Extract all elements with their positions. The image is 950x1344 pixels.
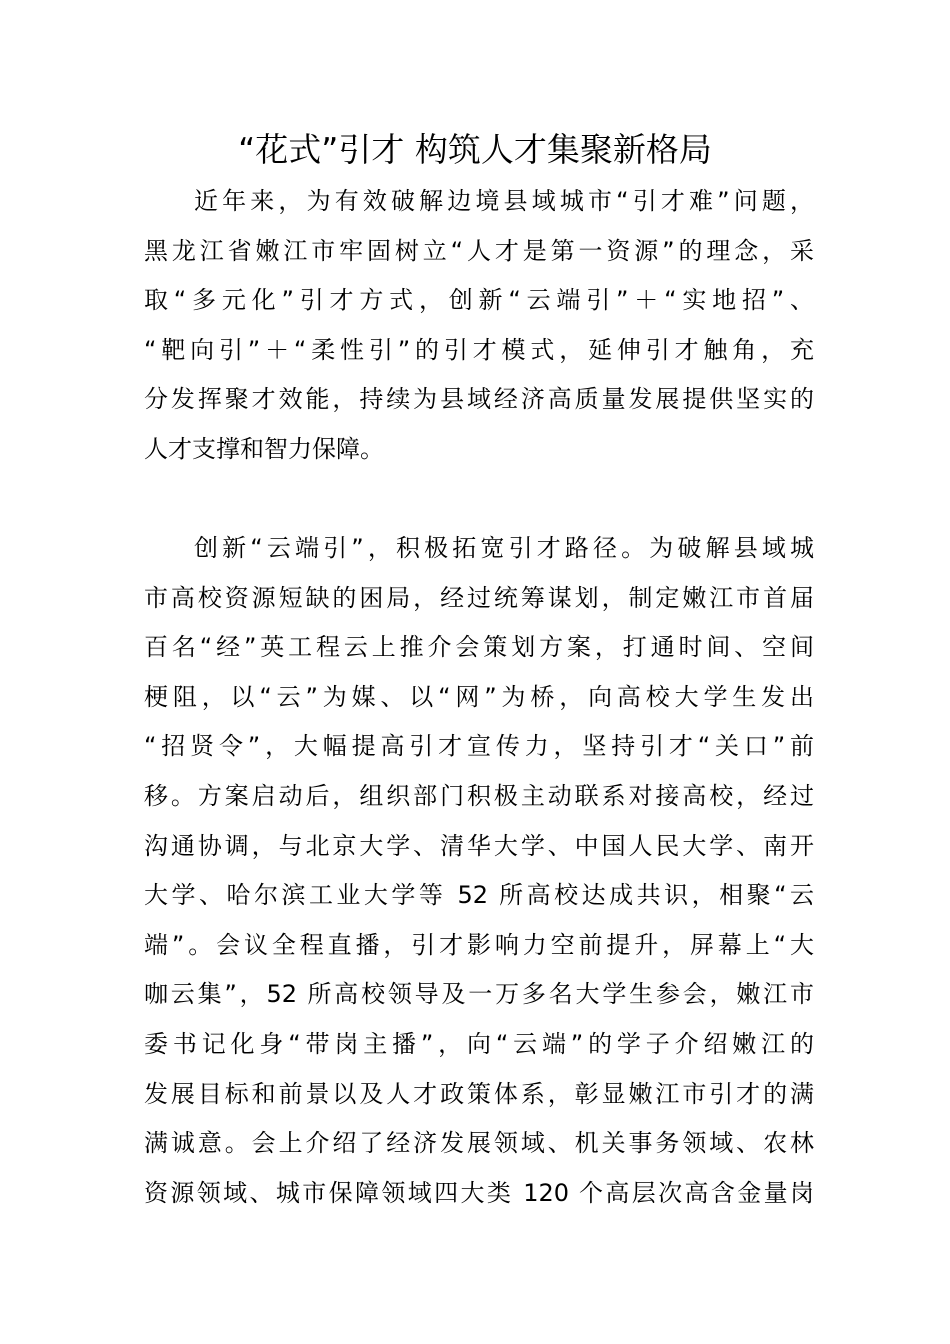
text-line: 资源领域、城市保障领域四大类 120 个高层次高含金量岗 xyxy=(144,1178,814,1207)
text-line: 人才支撑和智力保障。 xyxy=(144,434,384,463)
paragraph-cloud-recruitment xyxy=(144,524,814,1218)
text-line: 大学、哈尔滨工业大学等 52 所高校达成共识，相聚“云 xyxy=(144,881,814,910)
text-line: 发展目标和前景以及人才政策体系，彰显嫩江市引才的满 xyxy=(144,1079,814,1108)
text-line: 沟通协调，与北京大学、清华大学、中国人民大学、南开 xyxy=(144,831,814,860)
text-line: 市高校资源短缺的困局，经过统筹谋划，制定嫩江市首届 xyxy=(144,583,814,612)
text-line: 近年来，为有效破解边境县域城市“引才难”问题， xyxy=(194,187,814,215)
text-line: 满诚意。会上介绍了经济发展领域、机关事务领域、农林 xyxy=(144,1129,814,1158)
text-line: 委书记化身“带岗主播”，向“云端”的学子介绍嫩江的 xyxy=(144,1029,814,1058)
text-line: 梗阻，以“云”为媒、以“网”为桥，向高校大学生发出 xyxy=(144,682,814,711)
paragraph-intro xyxy=(144,177,814,475)
text-line: 咖云集”，52 所高校领导及一万多名大学生参会，嫩江市 xyxy=(144,980,814,1009)
text-line: 移。方案启动后，组织部门积极主动联系对接高校，经过 xyxy=(144,781,814,810)
document-title: “花式”引才 构筑人才集聚新格局 xyxy=(238,130,712,169)
text-line: “靶向引”＋“柔性引”的引才模式，延伸引才触角，充 xyxy=(144,335,814,364)
text-line: 分发挥聚才效能，持续为县域经济高质量发展提供坚实的 xyxy=(144,385,814,414)
text-line: 取“多元化”引才方式，创新“云端引”＋“实地招”、 xyxy=(144,286,814,315)
text-line: 端”。会议全程直播，引才影响力空前提升，屏幕上“大 xyxy=(144,930,814,959)
text-line: 创新“云端引”，积极拓宽引才路径。为破解县域城 xyxy=(194,534,814,562)
text-line: 百名“经”英工程云上推介会策划方案，打通时间、空间 xyxy=(144,633,814,662)
text-line: 黑龙江省嫩江市牢固树立“人才是第一资源”的理念，采 xyxy=(144,236,814,265)
text-line: “招贤令”，大幅提高引才宣传力，坚持引才“关口”前 xyxy=(144,732,814,761)
